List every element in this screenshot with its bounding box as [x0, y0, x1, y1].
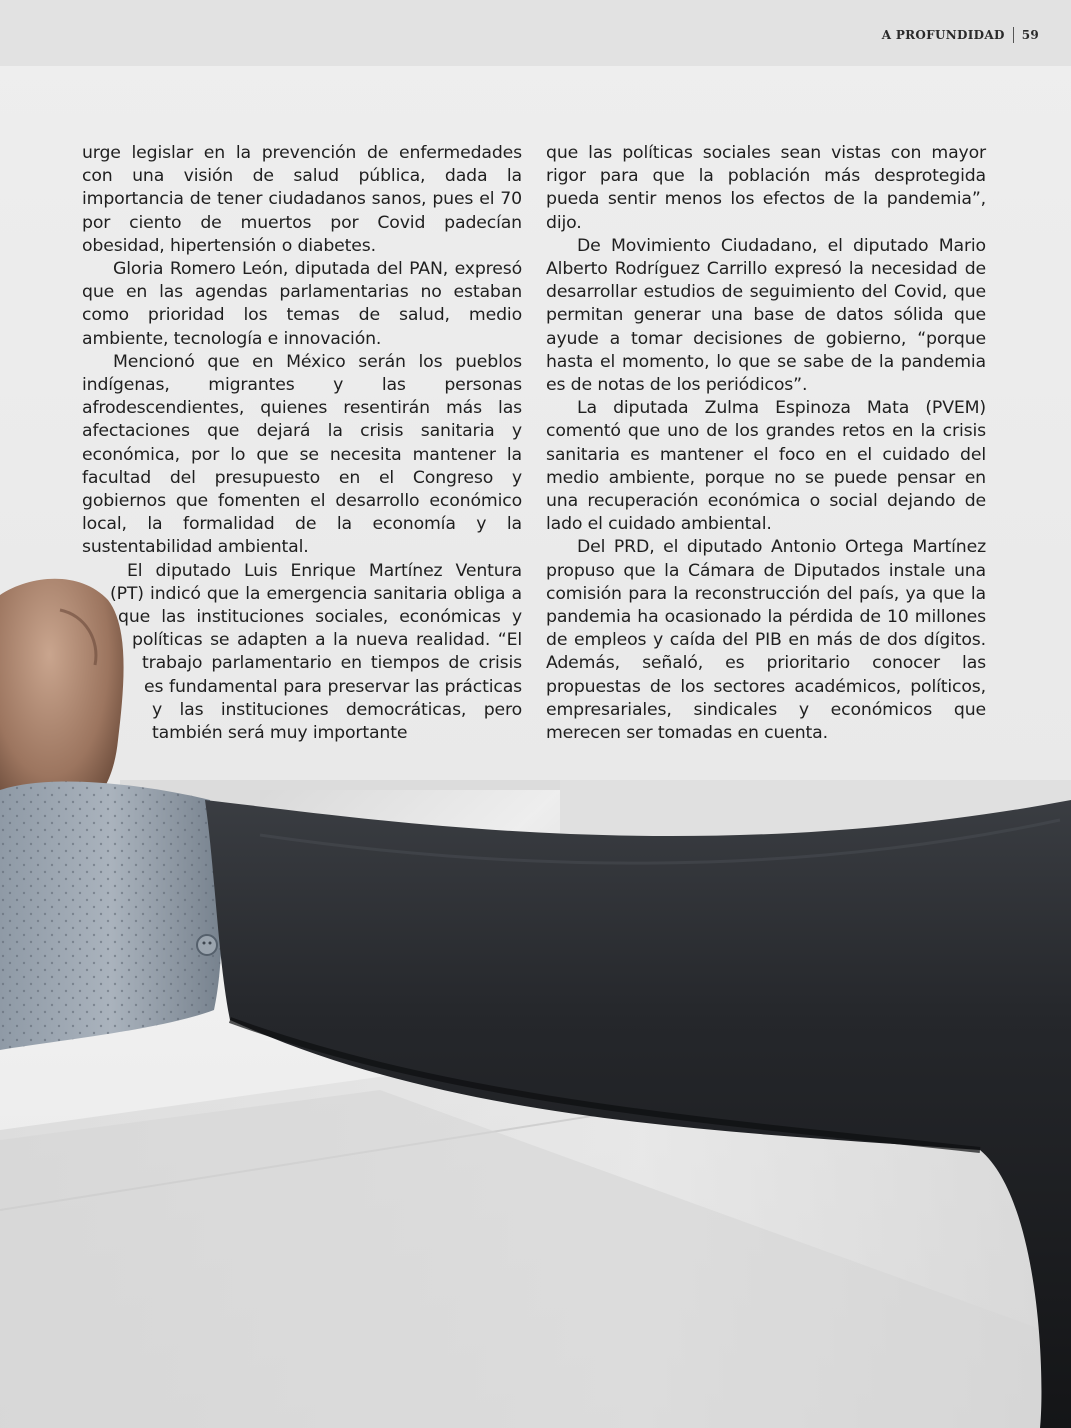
paragraph: que las políticas sociales sean vistas con mayor rigor para que la población más desprotegida pueda sentir menos los efectos de la pandemia”, dijo.	[546, 143, 986, 233]
header-divider	[1013, 27, 1014, 43]
paragraph: urge legislar en la prevención de enfermedades con una visión de salud pública, dada la importancia de tener ciudadanos sanos, pues el 70 por ciento de muertos por Covid padecían obesidad, hipertensión o diabetes.	[82, 143, 522, 256]
paragraph: Gloria Romero León, diputada del PAN, expresó que en las agendas parlamentarias no estaban como prioridad los temas de salud, medio ambiente, tecnología e innovación.	[82, 259, 522, 349]
section-title: A PROFUNDIDAD	[881, 28, 1005, 42]
article-column-right	[546, 142, 986, 745]
paragraph: Del PRD, el diputado Antonio Ortega Martínez propuso que la Cámara de Diputados instale una comisión para la reconstrucción del país, ya que la pandemia ha ocasionado la pérdida de 10 millones de empleos y caída del PIB en más de dos dígitos. Además, señaló, es prioritario conocer las propuestas de los sectores académicos, políticos, empresariales, sindicales y económicos que merecen ser tomadas en cuenta.	[546, 537, 986, 744]
page-number: 59	[1021, 28, 1039, 42]
paragraph: Mencionó que en México serán los pueblos indígenas, migrantes y las personas afrodescendientes, quienes resentirán más las afectaciones que dejará la crisis sanitaria y económica, por lo que se necesita mantener la facultad del presupuesto en el Congreso y gobiernos que fomenten el desarrollo económico local, la formalidad de la economía y la sustentabilidad ambiental.	[82, 351, 522, 558]
article-column-left	[82, 142, 522, 745]
paragraph: La diputada Zulma Espinoza Mata (PVEM) comentó que uno de los grandes retos en la crisis sanitaria es mantener el foco en el cuidado del medio ambiente, porque no se puede pensar en una recuperación económica o social dejando de lado el cuidado ambiental.	[546, 398, 986, 535]
running-head	[882, 27, 1039, 43]
paragraph: El diputado Luis Enrique Martínez Ventura (PT) indicó que la emergencia sanitaria obliga a que las instituciones sociales, económicas y políticas se adapten a la nueva realidad. “El trabajo parlamentario en tiempos de crisis es fundamental para preservar las prácticas y las instituciones democráticas, pero también será muy importante	[110, 560, 522, 744]
wrapped-paragraph-container	[82, 560, 522, 746]
paragraph: De Movimiento Ciudadano, el diputado Mario Alberto Rodríguez Carrillo expresó la necesidad de desarrollar estudios de seguimiento del Covid, que permitan generar una base de datos sólida que ayude a tomar decisiones de gobierno, “porque hasta el momento, lo que se sabe de la pandemia es de notas de los periódicos”.	[546, 235, 986, 396]
